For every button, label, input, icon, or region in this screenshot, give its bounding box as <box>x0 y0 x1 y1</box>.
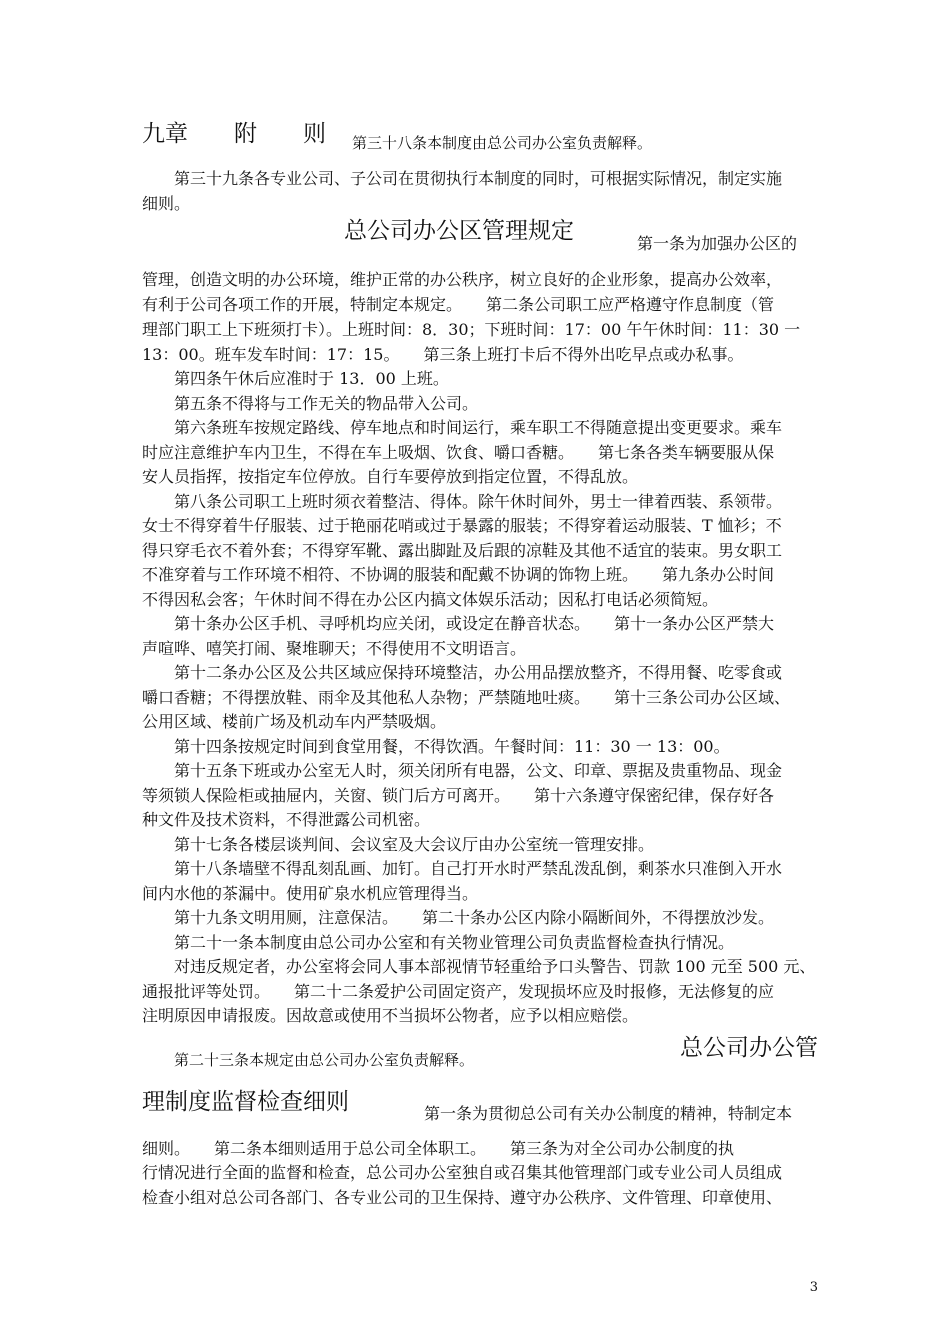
paragraph-line: 第十条办公区手机、寻呼机均应关闭，或设定在静音状态。 第十一条办公区严禁大 <box>174 614 775 633</box>
paragraph-line: 间内水他的茶漏中。使用矿泉水机应管理得当。 <box>142 884 479 903</box>
paragraph-line: 嚼口香糖；不得摆放鞋、雨伞及其他私人杂物；严禁随地吐痰。 第十三条公司办公区域、 <box>142 688 791 707</box>
paragraph-line: 细则。 <box>142 194 191 213</box>
section-title-part1: 总公司办公管 <box>680 1035 818 1061</box>
paragraph-line: 对违反规定者，办公室将会同人事本部视情节轻重给予口头警告、罚款 100 元至 500 元、 <box>174 957 816 976</box>
article-23: 第二十三条本规定由总公司办公室负责解释。 <box>174 1051 475 1069</box>
article-38: 第三十八条本制度由总公司办公室负责解释。 <box>352 134 653 152</box>
paragraph-line: 第一条为加强办公区的 <box>637 234 798 253</box>
paragraph-line: 细则。 第二条本细则适用于总公司全体职工。 第三条为对全公司办公制度的执 <box>142 1139 735 1158</box>
paragraph-line: 检查小组对总公司各部门、各专业公司的卫生保持、遵守办公秩序、文件管理、印章使用、 <box>142 1188 783 1207</box>
paragraph-line: 行情况进行全面的监督和检查，总公司办公室独自或召集其他管理部门或专业公司人员组成 <box>142 1163 783 1182</box>
paragraph-line: 第十二条办公区及公共区域应保持环境整洁，办公用品摆放整齐，不得用餐、吃零食或 <box>174 663 783 682</box>
paragraph-line: 时应注意维护车内卫生，不得在车上吸烟、饮食、嚼口香糖。 第七条各类车辆要服从保 <box>142 443 775 462</box>
paragraph-line: 第十九条文明用厕，注意保洁。 第二十条办公区内除小隔断间外，不得摆放沙发。 <box>174 908 775 927</box>
paragraph-line: 第二十一条本制度由总公司办公室和有关物业管理公司负责监督检查执行情况。 <box>174 933 735 952</box>
paragraph-line: 第五条不得将与工作无关的物品带入公司。 <box>174 394 479 413</box>
paragraph-line: 第十八条墙壁不得乱刻乱画、加钉。自己打开水时严禁乱泼乱倒，剩茶水只准倒入开水 <box>174 859 783 878</box>
paragraph-line: 有利于公司各项工作的开展，特制定本规定。 第二条公司职工应严格遵守作息制度（管 <box>142 295 775 314</box>
paragraph-line: 第十五条下班或办公室无人时，须关闭所有电器，公文、印章、票据及贵重物品、现金 <box>174 761 783 780</box>
paragraph-line: 13：00。班车发车时间：17：15。 第三条上班打卡后不得外出吃早点或办私事。 <box>142 345 744 364</box>
article-39: 第三十九条各专业公司、子公司在贯彻执行本制度的同时，可根据实际情况，制定实施 <box>174 169 783 188</box>
paragraph-line: 女士不得穿着牛仔服装、过于艳丽花哨或过于暴露的服装；不得穿着运动服装、T 恤衫；不 <box>142 516 782 535</box>
paragraph-line: 安人员指挥，按指定车位停放。自行车要停放到指定位置，不得乱放。 <box>142 467 639 486</box>
section-title-office-rules: 总公司办公区管理规定 <box>344 218 574 244</box>
paragraph-line: 种文件及技术资料，不得泄露公司机密。 <box>142 810 431 829</box>
paragraph-line: 第八条公司职工上班时须衣着整洁、得体。除午休时间外，男士一律着西装、系领带。 <box>174 492 783 511</box>
paragraph-line: 不得因私会客；午休时间不得在办公区内搞文体娱乐活动；因私打电话必须简短。 <box>142 590 719 609</box>
section-title-part2: 理制度监督检查细则 <box>142 1089 349 1115</box>
paragraph-line: 理部门职工上下班须打卡）。上班时间：8．30；下班时间：17：00 午午休时间：11：30 一 <box>142 320 801 339</box>
paragraph-line: 管理，创造文明的办公环境，维护正常的办公秩序，树立良好的企业形象，提高办公效率， <box>142 270 783 289</box>
page-number: 3 <box>809 1280 818 1295</box>
paragraph-line: 不准穿着与工作环境不相符、不协调的服装和配戴不协调的饰物上班。 第九条办公时间 <box>142 565 775 584</box>
paragraph-line: 第十七条各楼层谈判间、会议室及大会议厅由办公室统一管理安排。 <box>174 835 655 854</box>
paragraph-line: 通报批评等处罚。 第二十二条爱护公司固定资产，发现损坏应及时报修，无法修复的应 <box>142 982 775 1001</box>
paragraph-line: 声喧哗、嘻笑打闹、聚堆聊天；不得使用不文明语言。 <box>142 639 527 658</box>
paragraph-line: 等须锁人保险柜或抽屉内，关窗、锁门后方可离开。 第十六条遵守保密纪律，保存好各 <box>142 786 775 805</box>
paragraph-line: 第一条为贯彻总公司有关办公制度的精神，特制定本 <box>424 1104 793 1123</box>
chapter-heading: 九章 附 则 <box>142 121 326 147</box>
paragraph-line: 注明原因申请报废。因故意或使用不当损坏公物者，应予以相应赔偿。 <box>142 1006 639 1025</box>
paragraph-line: 公用区域、楼前广场及机动车内严禁吸烟。 <box>142 712 447 731</box>
paragraph-line: 第四条午休后应准时于 13．00 上班。 <box>174 369 449 388</box>
paragraph-line: 得只穿毛衣不着外套；不得穿军靴、露出脚趾及后跟的凉鞋及其他不适宜的装束。男女职工 <box>142 541 783 560</box>
paragraph-line: 第十四条按规定时间到食堂用餐，不得饮酒。午餐时间：11：30 一 13：00。 <box>174 737 730 756</box>
paragraph-line: 第六条班车按规定路线、停车地点和时间运行，乘车职工不得随意提出变更要求。乘车 <box>174 418 783 437</box>
